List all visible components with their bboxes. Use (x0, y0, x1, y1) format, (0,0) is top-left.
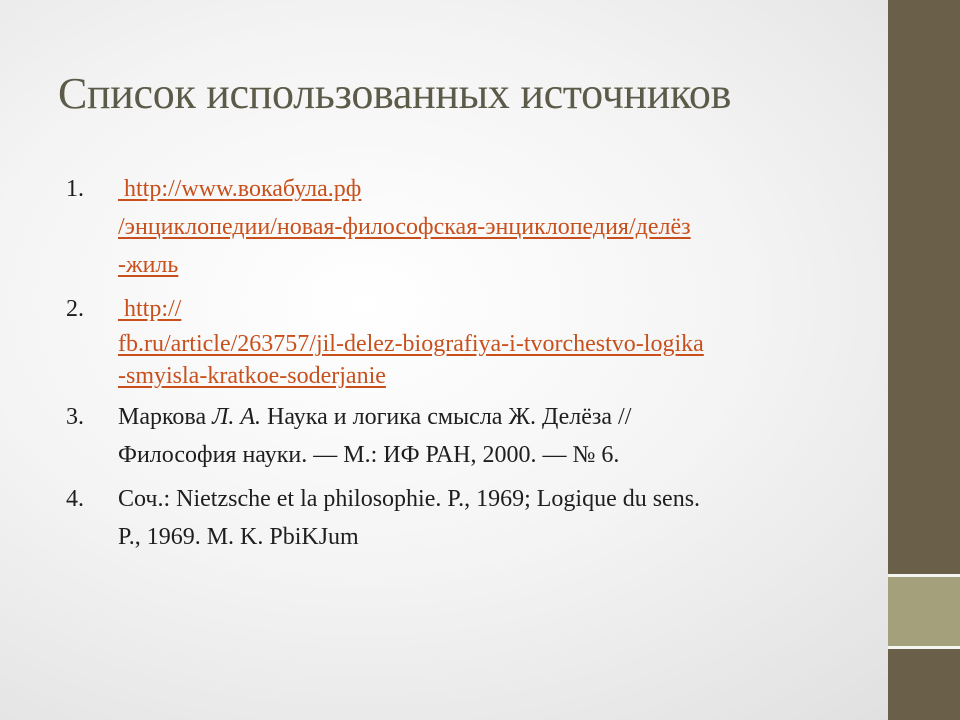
slide-title: Список использованных источников (58, 69, 732, 118)
band-divider-lower (888, 646, 960, 649)
link-line: fb.ru/article/263757/jil-delez-biografiya-i-tvorchestvo-logika (118, 331, 704, 357)
list-item-body (118, 480, 846, 556)
band-divider-upper (888, 574, 960, 577)
list-item (66, 170, 846, 284)
link-line: -smyisla-kratkoe-soderjanie (118, 363, 386, 389)
list-item (66, 398, 846, 474)
citation-author-initials: Л. А. (212, 404, 262, 430)
list-item-number: 2. (66, 296, 84, 322)
list-item-number: 1. (66, 176, 84, 202)
list-item-body (118, 398, 846, 474)
citation-line: Соч.: Nietzsche et la philosophie. P., 1969; Logique du sens. (118, 486, 701, 512)
list-item-body (118, 170, 846, 284)
list-item (66, 290, 846, 392)
link-line: -жиль (118, 252, 179, 278)
link-line: http://www.вокабула.рф (118, 176, 362, 202)
citation-line (118, 398, 846, 436)
citation-line: Философия науки. — М.: ИФ РАН, 2000. — № 6. (118, 442, 620, 468)
link-line: http:// (118, 296, 182, 322)
source-link-vocabula[interactable] (118, 170, 846, 284)
decorative-side-band (888, 0, 960, 720)
sources-list (66, 170, 846, 562)
citation-title: Наука и логика смысла Ж. Делёза // (261, 404, 632, 430)
list-item-number: 3. (66, 404, 84, 430)
source-link-fb-ru[interactable] (118, 290, 846, 392)
band-bottom-block (888, 648, 960, 720)
band-top-block (888, 0, 960, 576)
list-item-number: 4. (66, 486, 84, 512)
band-middle-block (888, 576, 960, 648)
citation-author: Маркова (118, 404, 213, 430)
list-item-body (118, 290, 846, 392)
citation-line: P., 1969. M. K. PbiKJum (118, 524, 359, 550)
link-line: /энциклопедии/новая-философская-энциклопедия/делёз (118, 214, 691, 240)
list-item (66, 480, 846, 556)
